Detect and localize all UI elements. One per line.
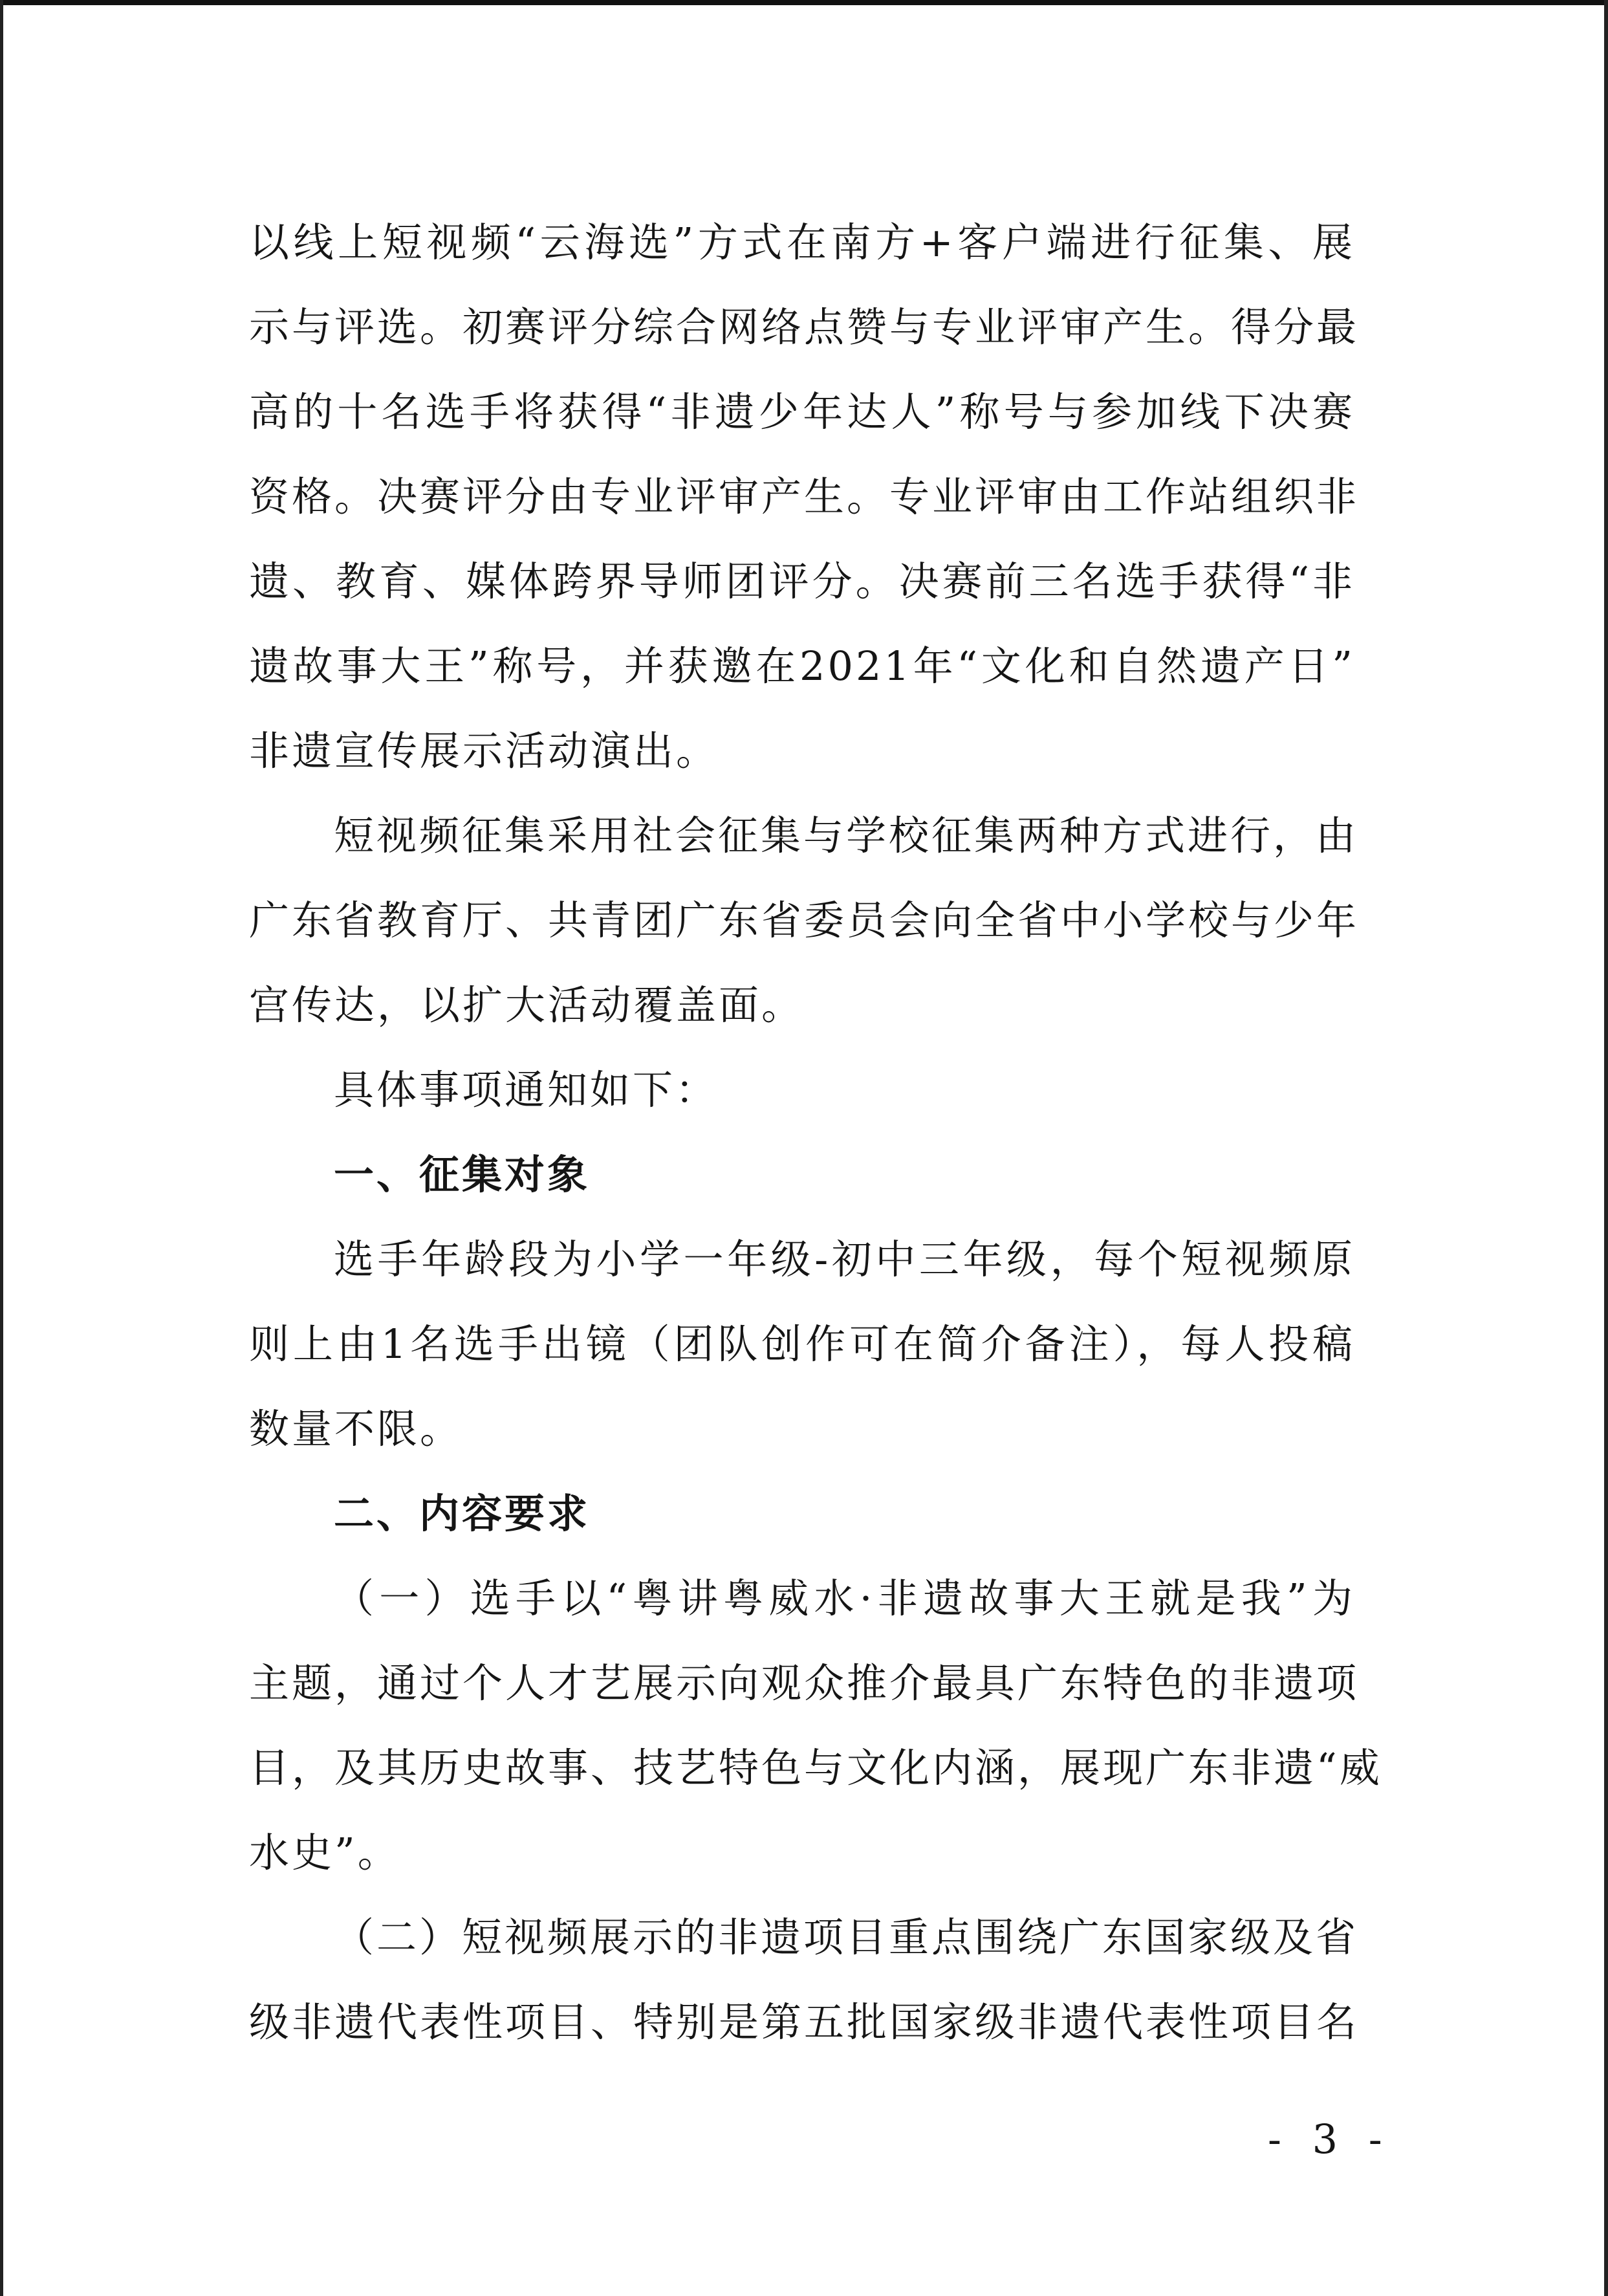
scan-edge-right	[1604, 0, 1608, 2296]
section-heading: 二、内容要求	[334, 1490, 591, 1537]
section-heading: 一、征集对象	[334, 1151, 591, 1198]
text-line: 遗、教育、媒体跨界导师团评分。决赛前三名选手获得“非	[249, 558, 1355, 605]
page-number: - 3 -	[1268, 2116, 1391, 2163]
text-line: 主题，通过个人才艺展示向观众推介最具广东特色的非遗项	[249, 1659, 1360, 1707]
text-line: 非遗宣传展示活动演出。	[249, 727, 719, 774]
text-line: 广东省教育厅、共青团广东省委员会向全省中小学校与少年	[249, 897, 1360, 944]
text-line: 以线上短视频“云海选”方式在南方+客户端进行征集、展	[249, 219, 1355, 266]
text-line: 具体事项通知如下：	[334, 1066, 719, 1113]
text-line: 选手年龄段为小学一年级-初中三年级，每个短视频原	[334, 1236, 1355, 1283]
text-line: 级非遗代表性项目、特别是第五批国家级非遗代表性项目名	[249, 1998, 1360, 2046]
text-line: 高的十名选手将获得“非遗少年达人”称号与参加线下决赛	[249, 388, 1355, 435]
text-line: （二）短视频展示的非遗项目重点围绕广东国家级及省	[334, 1914, 1359, 1961]
text-line: 目，及其历史故事、技艺特色与文化内涵，展现广东非遗“威	[249, 1744, 1382, 1791]
text-line: 遗故事大王”称号，并获邀在2021年“文化和自然遗产日”	[249, 642, 1355, 690]
document-body	[249, 200, 1382, 2064]
text-line: 则上由1名选手出镜（团队创作可在简介备注），每人投稿	[249, 1320, 1355, 1368]
scan-edge-top	[0, 0, 1608, 5]
text-line: 宫传达，以扩大活动覆盖面。	[249, 981, 805, 1029]
text-line: 水史”。	[249, 1829, 400, 1876]
text-line: 短视频征集采用社会征集与学校征集两种方式进行，由	[334, 812, 1359, 859]
scan-edge-left	[0, 0, 3, 2296]
text-line: 示与评选。初赛评分综合网络点赞与专业评审产生。得分最	[249, 303, 1360, 351]
text-line: 数量不限。	[249, 1405, 463, 1452]
text-line: 资格。决赛评分由专业评审产生。专业评审由工作站组织非	[249, 473, 1360, 520]
text-line: （一）选手以“粤讲粤威水·非遗故事大王就是我”为	[334, 1575, 1355, 1622]
